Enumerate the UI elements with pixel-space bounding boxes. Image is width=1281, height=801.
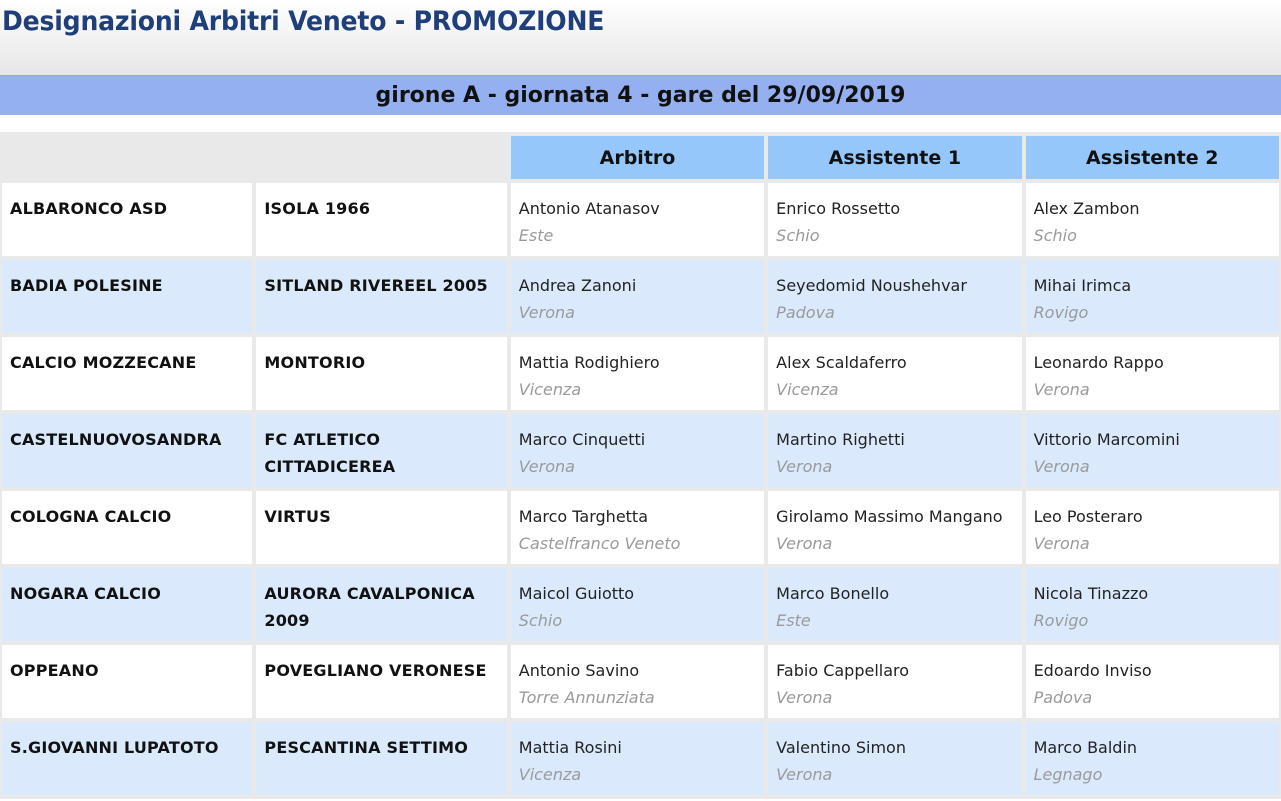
designations-table [0, 132, 1281, 799]
assistant-2-name: Vittorio Marcomini [1033, 430, 1180, 449]
assistant-2-city: Schio [1033, 226, 1077, 245]
table-row [2, 645, 1279, 718]
header-assistant-2: Assistente 2 [1026, 136, 1279, 179]
away-team-name: PESCANTINA SETTIMO [264, 738, 469, 757]
assistant-1-name: Girolamo Massimo Mangano [776, 507, 1003, 526]
table-row [2, 722, 1279, 795]
assistant-2-name: Nicola Tinazzo [1033, 584, 1149, 603]
home-team-cell [2, 491, 252, 564]
home-team-name: NOGARA CALCIO [10, 584, 161, 603]
assistant-2-cell [1026, 337, 1279, 410]
assistant-2-city: Verona [1033, 380, 1090, 399]
referee-cell [511, 491, 764, 564]
assistant-2-city: Rovigo [1033, 611, 1089, 630]
referee-cell [511, 568, 764, 641]
home-team-name: COLOGNA CALCIO [10, 507, 172, 526]
assistant-1-name: Seyedomid Noushehvar [776, 276, 967, 295]
away-team-name: FC ATLETICO CITTADICEREA [264, 430, 396, 476]
assistant-1-cell [768, 260, 1021, 333]
home-team-cell [2, 645, 252, 718]
referee-city: Torre Annunziata [518, 688, 655, 707]
home-team-cell [2, 568, 252, 641]
assistant-2-cell [1026, 260, 1279, 333]
home-team-name: ALBARONCO ASD [10, 199, 168, 218]
page-title-separator: - [386, 6, 414, 37]
table-row [2, 414, 1279, 487]
table-row [2, 568, 1279, 641]
referee-name: Marco Cinquetti [518, 430, 646, 449]
referee-city: Verona [518, 303, 575, 322]
away-team-cell [256, 260, 506, 333]
assistant-1-name: Martino Righetti [776, 430, 905, 449]
referee-city: Vicenza [518, 765, 582, 784]
assistant-1-name: Valentino Simon [776, 738, 906, 757]
assistant-1-city: Este [776, 611, 811, 630]
referee-cell [511, 337, 764, 410]
table-row [2, 337, 1279, 410]
home-team-name: S.GIOVANNI LUPATOTO [10, 738, 219, 757]
home-team-name: BADIA POLESINE [10, 276, 163, 295]
home-team-cell [2, 260, 252, 333]
assistant-2-cell [1026, 183, 1279, 256]
table-row [2, 260, 1279, 333]
assistant-1-cell [768, 722, 1021, 795]
assistant-1-cell [768, 183, 1021, 256]
assistant-1-cell [768, 491, 1021, 564]
assistant-1-city: Verona [776, 457, 833, 476]
referee-city: Schio [518, 611, 563, 630]
assistant-1-name: Marco Bonello [776, 584, 890, 603]
girone-banner: girone A - giornata 4 - gare del 29/09/2019 [0, 75, 1281, 115]
referee-cell [511, 183, 764, 256]
assistant-2-name: Marco Baldin [1033, 738, 1138, 757]
home-team-name: CASTELNUOVOSANDRA [10, 430, 222, 449]
away-team-cell [256, 337, 506, 410]
referee-cell [511, 260, 764, 333]
assistant-2-name: Mihai Irimca [1033, 276, 1132, 295]
page-title-category: PROMOZIONE [413, 6, 605, 37]
home-team-cell [2, 183, 252, 256]
assistant-1-name: Enrico Rossetto [776, 199, 901, 218]
header-blank-home [2, 136, 252, 179]
away-team-name: MONTORIO [264, 353, 366, 372]
assistant-1-city: Vicenza [776, 380, 839, 399]
assistant-1-cell [768, 645, 1021, 718]
table-row [2, 183, 1279, 256]
away-team-cell [256, 722, 506, 795]
away-team-cell [256, 183, 506, 256]
assistant-2-cell [1026, 645, 1279, 718]
assistant-1-city: Verona [776, 534, 833, 553]
header-bar [0, 0, 1281, 75]
page-title [2, 6, 604, 37]
header-referee: Arbitro [511, 136, 764, 179]
assistant-1-city: Verona [776, 765, 833, 784]
assistant-2-name: Leonardo Rappo [1033, 353, 1164, 372]
assistant-2-cell [1026, 568, 1279, 641]
referee-name: Maicol Guiotto [518, 584, 635, 603]
table-row [2, 491, 1279, 564]
away-team-cell [256, 414, 506, 487]
referee-name: Andrea Zanoni [518, 276, 637, 295]
away-team-name: POVEGLIANO VERONESE [264, 661, 487, 680]
assistant-1-name: Alex Scaldaferro [776, 353, 907, 372]
referee-city: Vicenza [518, 380, 582, 399]
assistant-2-city: Verona [1033, 534, 1090, 553]
assistant-1-cell [768, 414, 1021, 487]
away-team-cell [256, 491, 506, 564]
header-assistant-1: Assistente 1 [768, 136, 1021, 179]
referee-city: Verona [518, 457, 575, 476]
referee-city: Este [518, 226, 554, 245]
away-team-name: VIRTUS [264, 507, 331, 526]
assistant-1-name: Fabio Cappellaro [776, 661, 910, 680]
assistant-2-city: Verona [1033, 457, 1090, 476]
assistant-1-city: Schio [776, 226, 820, 245]
away-team-name: SITLAND RIVEREEL 2005 [264, 276, 488, 295]
away-team-cell [256, 568, 506, 641]
assistant-1-cell [768, 568, 1021, 641]
assistant-2-name: Alex Zambon [1033, 199, 1140, 218]
home-team-cell [2, 414, 252, 487]
referee-name: Antonio Savino [518, 661, 640, 680]
away-team-name: ISOLA 1966 [264, 199, 371, 218]
assistant-1-city: Verona [776, 688, 833, 707]
home-team-cell [2, 337, 252, 410]
referee-cell [511, 645, 764, 718]
referee-name: Marco Targhetta [518, 507, 649, 526]
referee-name: Antonio Atanasov [518, 199, 660, 218]
home-team-name: OPPEANO [10, 661, 99, 680]
assistant-2-cell [1026, 414, 1279, 487]
away-team-name: AURORA CAVALPONICA 2009 [264, 584, 475, 630]
assistant-2-name: Leo Posteraro [1033, 507, 1143, 526]
designations-body [2, 183, 1279, 795]
assistant-1-cell [768, 337, 1021, 410]
assistant-2-name: Edoardo Inviso [1033, 661, 1152, 680]
home-team-name: CALCIO MOZZECANE [10, 353, 197, 372]
referee-name: Mattia Rosini [518, 738, 622, 757]
table-header-row [2, 136, 1279, 179]
assistant-1-city: Padova [776, 303, 835, 322]
assistant-2-cell [1026, 722, 1279, 795]
away-team-cell [256, 645, 506, 718]
assistant-2-city: Padova [1033, 688, 1093, 707]
referee-cell [511, 722, 764, 795]
home-team-cell [2, 722, 252, 795]
referee-name: Mattia Rodighiero [518, 353, 660, 372]
page-title-main: Designazioni Arbitri Veneto [2, 6, 387, 37]
referee-city: Castelfranco Veneto [518, 534, 681, 553]
assistant-2-city: Rovigo [1033, 303, 1089, 322]
referee-cell [511, 414, 764, 487]
assistant-2-city: Legnago [1033, 765, 1103, 784]
header-blank-away [256, 136, 506, 179]
assistant-2-cell [1026, 491, 1279, 564]
